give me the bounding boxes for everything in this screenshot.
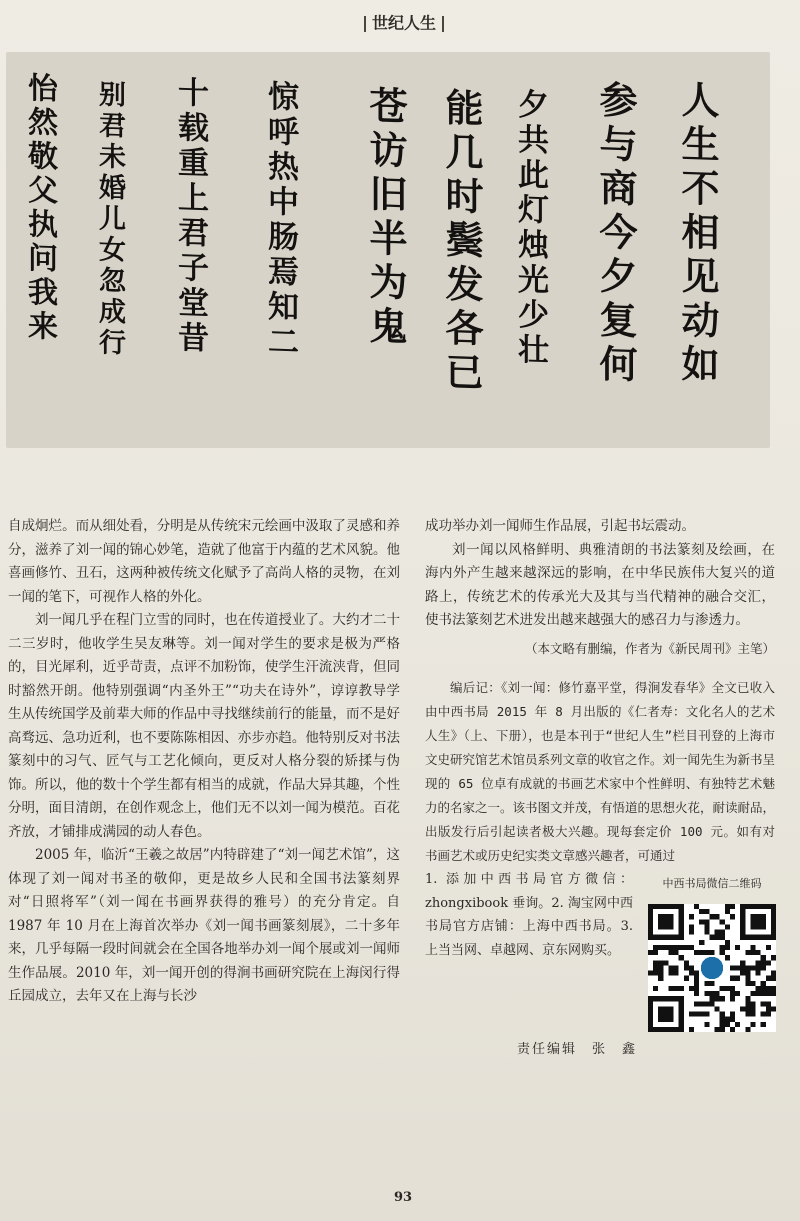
calligraphy-column: 参与商今夕复何 [593,79,638,389]
editor-note [425,676,775,868]
calligraphy-column: 惊呼热中肠焉知二 [262,79,298,361]
purchase-info-block [425,868,775,1058]
calligraphy-column: 能几时鬓发各已 [439,87,484,397]
paragraph: 自成炯烂。而从细处看，分明是从传统宋元绘画中汲取了灵感和养分，滋养了刘一闻的锦心妙笔，造就了他富于内蕴的艺术风貌。他喜画修竹、丑石，这两种被传统文化赋予了高尚人格的灵物，在刘一闻的笔下，可视作人格的外化。 [8,518,400,605]
purchase-instructions: 1. 添加中西书局官方微信：zhongxibook 垂询。2. 淘宝网中西书局官方店铺：上海中西书局。3. 上当当网、卓越网、京东网购买。 [425,872,633,958]
header-divider [364,16,366,32]
calligraphy-column: 十载重上君子堂昔 [172,75,208,357]
calligraphy-column: 苍访旧半为鬼 [363,85,408,351]
page-number: 93 [393,1190,413,1205]
calligraphy-artwork [6,52,770,448]
paragraph: 刘一闻以风格鲜明、典雅清朗的书法篆刻及绘画，在海内外产生越来越深远的影响，在中华民族伟大复兴的道路上，传统艺术的传承光大及其与当代精神的融合交汇，使书法篆刻艺术进发出越来越强大的感召力与渗透力。 [425,541,775,628]
right-text-column [425,515,775,1058]
section-header [348,10,460,36]
section-title: 世纪人生 [371,13,436,33]
calligraphy-column: 人生不相见动如 [675,79,720,389]
paragraph: 刘一闻几乎在程门立雪的同时，也在传道授业了。大约才二十二三岁时，他收学生吴友琳等。刘一闻对学生的要求是极为严格的，目光犀利，近乎苛责，点评不加粉饰，使学生汗流浃背，但同时豁然开朗。他特别强调“内圣外王”“功夫在诗外”，谆谆教导学生从传统国学及前辈大师的作品中寻找继续前行的能量，而不是好高骛远、急功近利，也不要陈陈相因、亦步亦趋。他特别反对书法篆刻中的习气、匠气与工艺化倾向，更反对人格分裂的矫揉与伪饰。所以，他的数十个学生都有相当的成就，作品大异其趣，个性分明，面目清朗，在创作观念上，他们无不以刘一闻为模范。百花齐放，才铺排成满园的动人春色。 [8,612,400,840]
paragraph: 2005 年，临沂“王羲之故居”内特辟建了“刘一闻艺术馆”，这体现了刘一闻对书圣的敬仰，更是故乡人民和全国书法篆刻界对“日照将军”（刘一闻在书画界获得的雅号）的充分肯定。自 1987 年 10 月在上海首次举办《刘一闻书画篆刻展》，二十多年来，几乎每隔一段时间就会在全国各地举办刘一闻个展或刘一闻师生作品展。2010 年，刘一闻开创的得涧书画研究院在上海闵行得丘园成立，去年又在上海与长沙 [8,847,400,1004]
left-text-column [8,515,400,1009]
author-byline: （本文略有删编，作者为《新民周刊》主笔） [524,640,775,656]
calligraphy-column: 夕共此灯烛光少壮 [512,87,548,369]
calligraphy-column: 怡然敬父执问我来 [22,71,57,345]
qr-code-icon[interactable] [648,904,776,1032]
header-divider [442,16,444,32]
qr-code-block [645,872,779,1032]
calligraphy-column: 别君未婚儿女忽成行 [94,79,125,360]
editor-note-text: 编后记：《刘一闻：修竹嘉平堂，得涧发春华》全文已收入由中西书局 2015 年 8 月出版的《仁者寿：文化名人的艺术人生》（上、下册），也是本刊于“世纪人生”栏目刊登的上海市文史研究馆艺术馆员系列文章的收官之作。刘一闻先生为新书呈现的 65 位卓有成就的书画艺术家中个性鲜明、有独特艺术魅力的名家之一。该书图文并茂，有悟道的思想火花，耐读耐品，出版发行后引起读者极大兴趣。现每套定价 100 元。如有对书画艺术或历史纪实类文章感兴趣者，可通过 [425,680,776,863]
responsible-editor: 责任编辑 张 鑫 [517,1042,638,1057]
paragraph: 成功举办刘一闻师生作品展，引起书坛震动。 [425,518,695,534]
qr-caption: 中西书局微信二维码 [662,877,762,890]
